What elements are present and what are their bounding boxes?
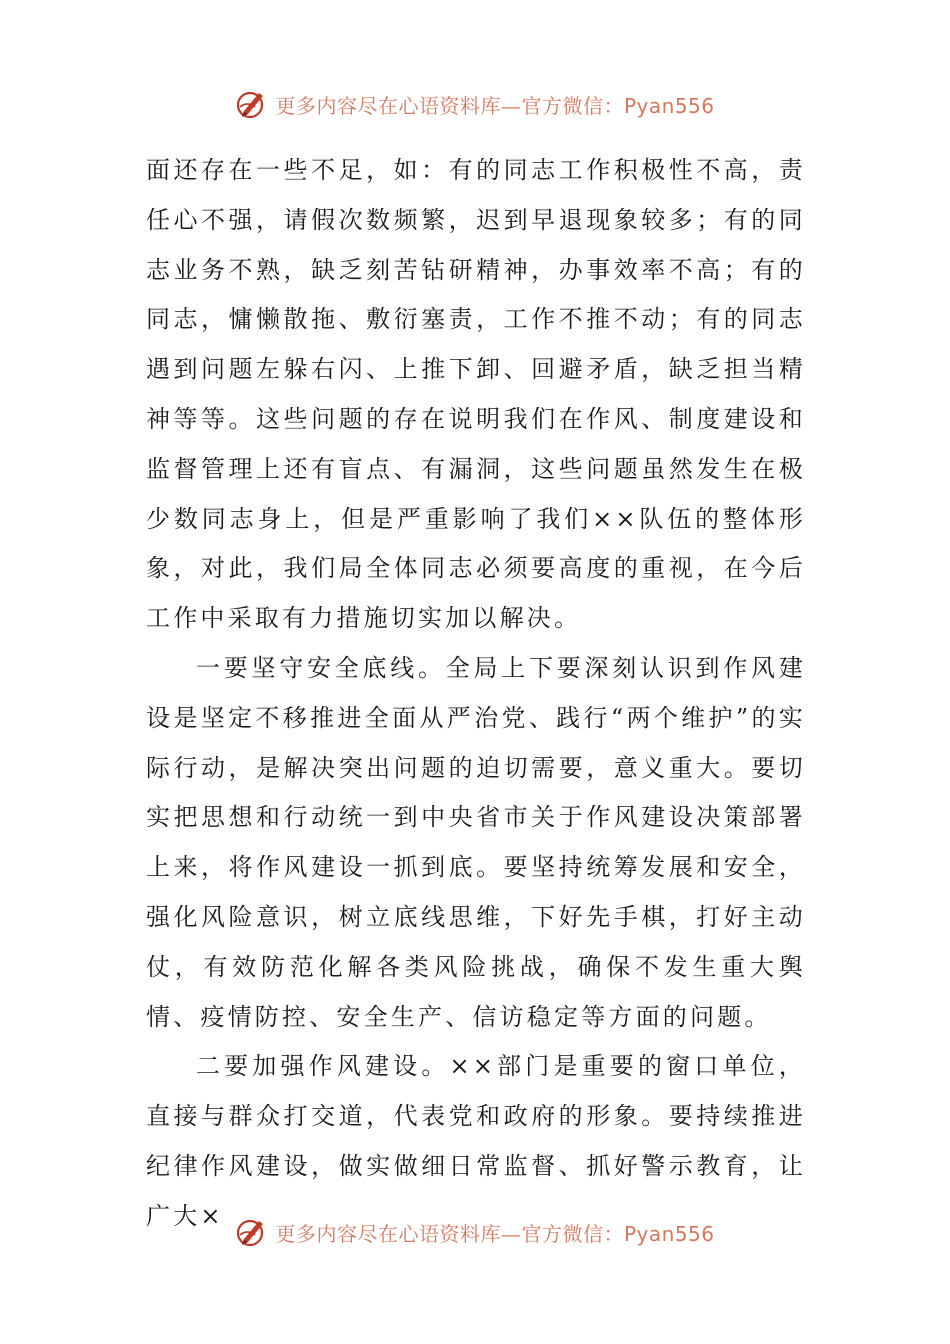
watermark-text: 更多内容尽在心语资料库—官方微信：Pyan556: [275, 93, 715, 118]
footer-watermark: [0, 1212, 950, 1252]
pen-logo-icon: [235, 1215, 269, 1249]
document-body: [146, 146, 806, 1242]
paragraph-2-lead: 一要坚守安全底线。: [196, 653, 446, 682]
watermark-handle: Pyan556: [623, 1221, 715, 1246]
paragraph-3-lead: 二要加强作风建设。: [196, 1052, 450, 1081]
paragraph-2: 一要坚守安全底线。全局上下要深刻认识到作风建设是坚定不移推进全面从严治党、践行“两个维护”的实际行动，是解决突出问题的迫切需要，意义重大。要切实把思想和行动统一到中央省市关于作风建设决策部署上来，将作风建设一抓到底。要坚持统筹发展和安全，强化风险意识，树立底线思维，下好先手棋，打好主动仗，有效防范化解各类风险挑战，确保不发生重大舆情、疫情防控、安全生产、信访稳定等方面的问题。: [146, 653, 806, 1031]
paragraph-3: 二要加强作风建设。××部门是重要的窗口单位，直接与群众打交道，代表党和政府的形象。要持续推进纪律作风建设，做实做细日常监督、抓好警示教育，让广大×: [146, 1052, 806, 1230]
watermark-handle: Pyan556: [623, 93, 715, 118]
paragraph-1: 面还存在一些不足，如：有的同志工作积极性不高，责任心不强，请假次数频繁，迟到早退现象较多；有的同志业务不熟，缺乏刻苦钻研精神，办事效率不高；有的同志，慵懒散拖、敷衍塞责，工作不推不动；有的同志遇到问题左躲右闪、上推下卸、回避矛盾，缺乏担当精神等等。这些问题的存在说明我们在作风、制度建设和监督管理上还有盲点、有漏洞，这些问题虽然发生在极少数同志身上，但是严重影响了我们××队伍的整体形象，对此，我们局全体同志必须要高度的重视，在今后工作中采取有力措施切实加以解决。: [146, 156, 806, 633]
header-watermark: [0, 84, 950, 124]
watermark-text: 更多内容尽在心语资料库—官方微信：Pyan556: [275, 1221, 715, 1246]
pen-logo-icon: [235, 87, 269, 121]
